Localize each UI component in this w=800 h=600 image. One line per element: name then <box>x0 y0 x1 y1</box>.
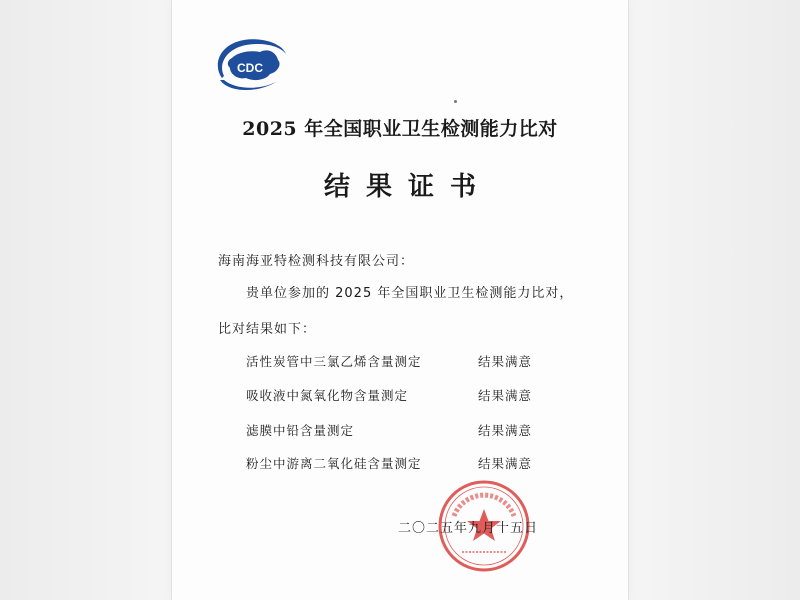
result-item-result: 结果满意 <box>478 456 533 471</box>
result-item-result: 结果满意 <box>478 388 533 403</box>
result-item-name: 活性炭管中三氯乙烯含量测定 <box>246 354 422 369</box>
result-item <box>246 454 576 472</box>
body-line-1: 贵单位参加的 2025 年全国职业卫生检测能力比对， <box>246 286 574 301</box>
result-item-name: 滤膜中铅含量测定 <box>246 423 355 438</box>
certificate-subtitle: 结果证书 <box>323 172 492 202</box>
result-item-result: 结果满意 <box>478 423 533 438</box>
result-item-name: 吸收液中氮氧化物含量测定 <box>246 388 409 403</box>
result-item <box>246 352 576 370</box>
cdc-logo-text: CDC <box>237 61 263 75</box>
result-item-name: 粉尘中游离二氧化硅含量测定 <box>246 456 422 471</box>
ink-dot <box>454 100 457 103</box>
body-line-2: 比对结果如下： <box>218 322 317 337</box>
result-item-result: 结果满意 <box>478 354 533 369</box>
cdc-logo-icon <box>210 34 290 96</box>
recipient-name: 海南海亚特检测科技有限公司： <box>218 254 415 269</box>
certificate-title: 2025 年全国职业卫生检测能力比对 <box>242 118 558 140</box>
result-item <box>246 386 576 404</box>
certificate-sheet <box>172 0 628 600</box>
result-item <box>246 421 576 439</box>
issue-date: 二〇二五年九月十五日 <box>398 521 539 536</box>
